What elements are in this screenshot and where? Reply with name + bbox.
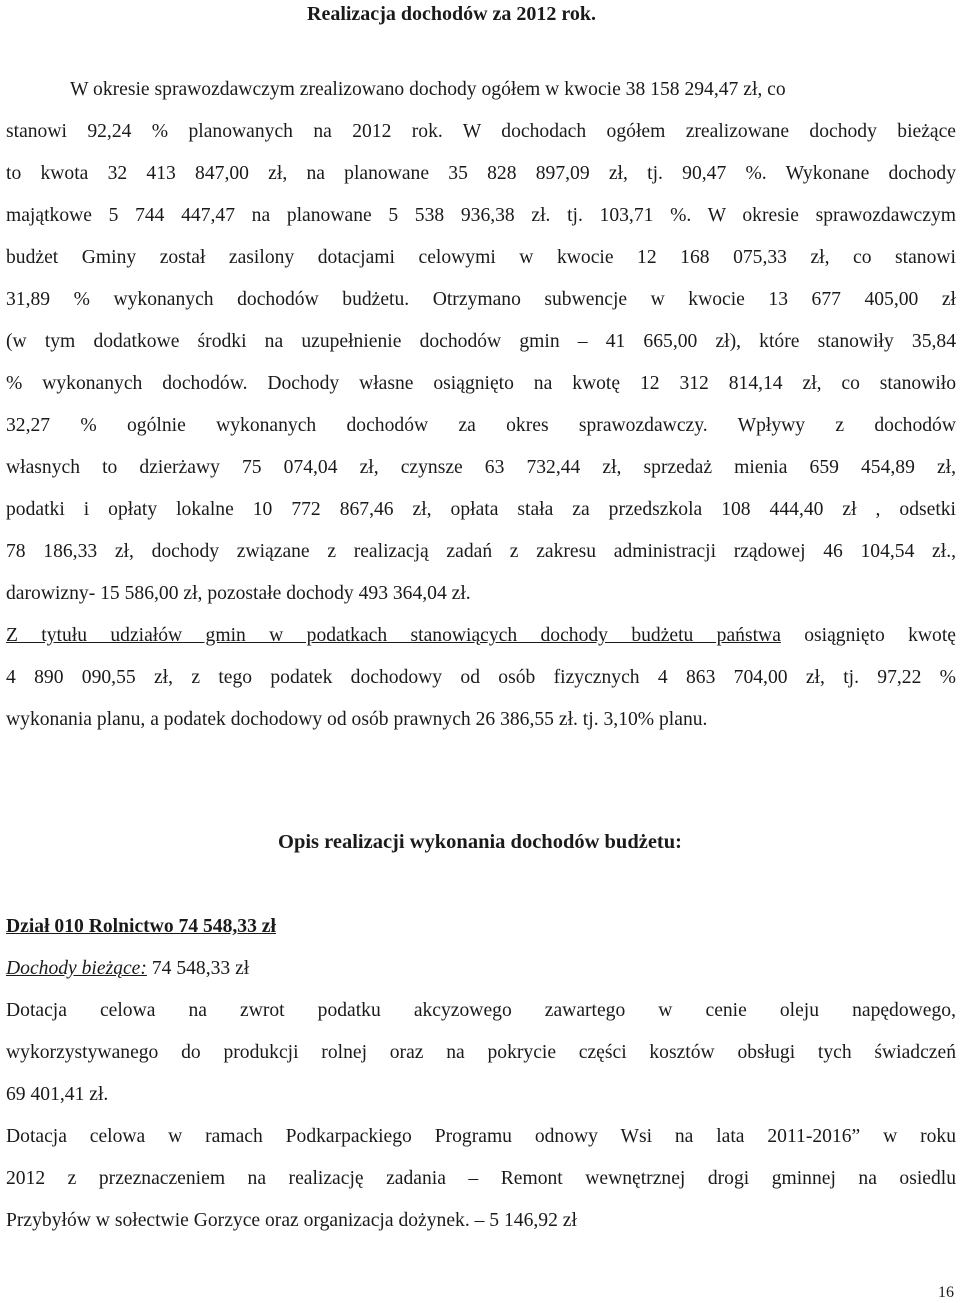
page-title: Realizacja dochodów za 2012 rok. [307, 3, 597, 25]
text-line: wykonania planu, a podatek dochodowy od osób prawnych 26 386,55 zł. tj. 3,10% planu. [6, 709, 708, 730]
text-span: osiągnięto kwotę [780, 625, 956, 646]
text-line: Przybyłów w sołectwie Gorzyce oraz organizacja dożynek. – 5 146,92 zł [6, 1210, 577, 1231]
text-line: podatki i opłaty lokalne 10 772 867,46 zł, opłata stała za przedszkola 108 444,40 zł , odsetki [6, 499, 956, 520]
text-line: Dotacja celowa na zwrot podatku akcyzowego zawartego w cenie oleju napędowego, [6, 1000, 956, 1021]
text-line: to kwota 32 413 847,00 zł, na planowane 35 828 897,09 zł, tj. 90,47 %. Wykonane dochody [6, 163, 956, 184]
text-line: wykorzystywanego do produkcji rolnej oraz na pokrycie części kosztów obsługi tych świadczeń [6, 1042, 956, 1063]
text-line: 31,89 % wykonanych dochodów budżetu. Otrzymano subwencje w kwocie 13 677 405,00 zł [6, 289, 956, 310]
text-line: % wykonanych dochodów. Dochody własne osiągnięto na kwotę 12 312 814,14 zł, co stanowiło [6, 373, 956, 394]
dochody-biezace-value: 74 548,33 zł [146, 958, 250, 979]
text-line: budżet Gminy został zasilony dotacjami celowymi w kwocie 12 168 075,33 zł, co stanowi [6, 247, 956, 268]
section-title: Opis realizacji wykonania dochodów budżetu: [278, 831, 682, 853]
text-line: darowizny- 15 586,00 zł, pozostałe dochody 493 364,04 zł. [6, 583, 471, 604]
text-line: majątkowe 5 744 447,47 na planowane 5 538 936,38 zł. tj. 103,71 %. W okresie sprawozdawczym [6, 205, 956, 226]
text-line: 69 401,41 zł. [6, 1084, 109, 1105]
underlined-phrase: Z tytułu udziałów gmin w podatkach stanowiących dochody budżetu państwa [6, 625, 781, 646]
text-line: stanowi 92,24 % planowanych na 2012 rok. W dochodach ogółem zrealizowane dochody bieżące [6, 121, 956, 142]
text-line: 78 186,33 zł, dochody związane z realizacją zadań z zakresu administracji rządowej 46 104,54 zł., [6, 541, 956, 562]
text-line: własnych to dzierżawy 75 074,04 zł, czynsze 63 732,44 zł, sprzedaż mienia 659 454,89 zł, [6, 457, 956, 478]
dochody-biezace-label: Dochody bieżące: [6, 958, 147, 979]
text-line: Dotacja celowa w ramach Podkarpackiego Programu odnowy Wsi na lata 2011-2016” w roku [6, 1126, 956, 1147]
text-line: (w tym dodatkowe środki na uzupełnienie dochodów gmin – 41 665,00 zł), które stanowiły 35,84 [6, 331, 956, 352]
text-line: 4 890 090,55 zł, z tego podatek dochodowy od osób fizycznych 4 863 704,00 zł, tj. 97,22 % [6, 667, 956, 688]
text-line [6, 623, 956, 648]
dzial-heading-text: Dział 010 Rolnictwo 74 548,33 zł [6, 916, 276, 937]
text-line: 32,27 % ogólnie wykonanych dochodów za okres sprawozdawczy. Wpływy z dochodów [6, 415, 956, 436]
page-number: 16 [938, 1284, 954, 1301]
dochody-biezace-line [6, 956, 956, 981]
dzial-heading [6, 914, 956, 939]
text-line: 2012 z przeznaczeniem na realizację zadania – Remont wewnętrznej drogi gminnej na osiedlu [6, 1168, 956, 1189]
text-line: W okresie sprawozdawczym zrealizowano dochody ogółem w kwocie 38 158 294,47 zł, co [70, 79, 786, 100]
